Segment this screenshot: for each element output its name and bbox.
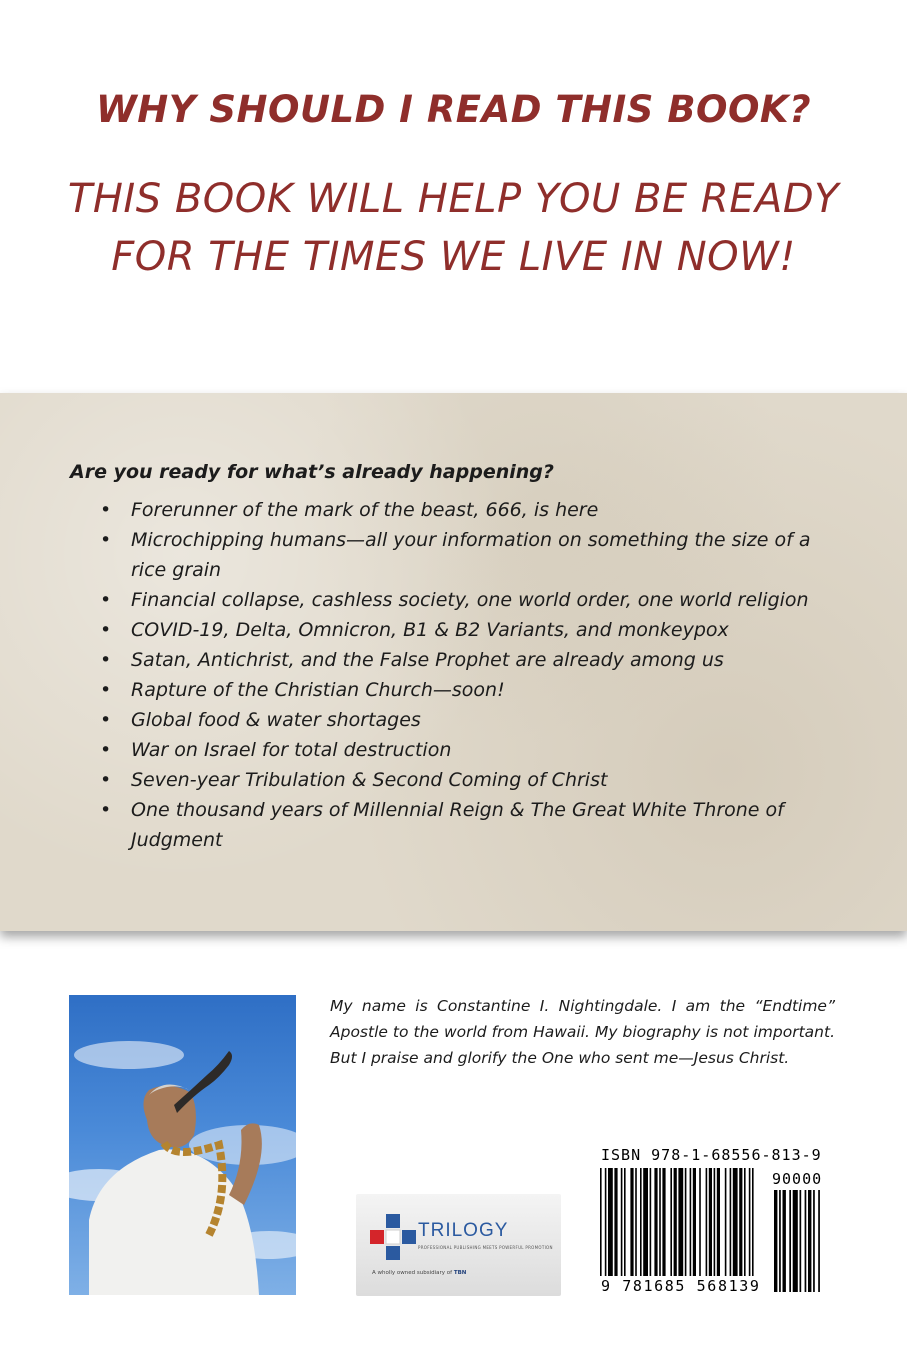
author-photo [69,995,296,1295]
publisher-subsidiary: A wholly owned subsidiary of TBN [372,1270,467,1276]
bullet-icon: • [100,799,112,821]
paper-panel [0,393,907,931]
trilogy-cross-icon [368,1212,418,1272]
bullet-icon: • [100,679,112,701]
list-item: • Seven-year Tribulation & Second Coming of Christ [100,765,830,795]
bullet-icon: • [100,529,112,551]
isbn-text: ISBN 978-1-68556-813-9 [601,1146,822,1164]
list-item: • Satan, Antichrist, and the False Prophet are already among us [100,645,830,675]
list-item: • Forerunner of the mark of the beast, 666, is here [100,495,830,525]
list-item: • Financial collapse, cashless society, one world order, one world religion [100,585,830,615]
list-item: • COVID-19, Delta, Omnicron, B1 & B2 Variants, and monkeypox [100,615,830,645]
signs-list [100,495,830,855]
barcode-bars [596,1144,852,1297]
bullet-icon: • [100,589,112,611]
list-item: • War on Israel for total destruction [100,735,830,765]
bullet-icon: • [100,619,112,641]
list-item: • Microchipping humans—all your information on something the size of a rice grain [100,525,830,585]
publisher-name: TRILOGY [418,1220,509,1241]
isbn-barcode [596,1144,852,1297]
tagline-line-2: FOR THE TIMES WE LIVE IN NOW! [111,234,796,280]
bullet-icon: • [100,649,112,671]
panel-question: Are you ready for what’s already happening? [70,461,554,483]
tbn-mark: TBN [453,1270,467,1276]
list-item: • Global food & water shortages [100,705,830,735]
author-bio: My name is Constantine I. Nightingdale. I am the “Endtime” Apostle to the world from Hawaii. My biography is not important. But I praise and glorify the One who sent me—Jesus Christ. [330,997,835,1067]
list-item: • Rapture of the Christian Church—soon! [100,675,830,705]
list-item: • One thousand years of Millennial Reign & The Great White Throne of Judgment [100,795,830,855]
why-read-heading: WHY SHOULD I READ THIS BOOK? [95,88,812,131]
ready-tagline [0,170,907,286]
price-code: 90000 [772,1170,823,1188]
ean-digits: 9 781685 568139 [601,1277,761,1295]
publisher-logo [356,1194,561,1296]
tagline-line-1: THIS BOOK WILL HELP YOU BE READY [67,176,840,222]
bullet-icon: • [100,499,112,521]
bullet-icon: • [100,709,112,731]
bullet-icon: • [100,739,112,761]
bullet-icon: • [100,769,112,791]
publisher-tagline: PROFESSIONAL PUBLISHING MEETS POWERFUL PROMOTION [418,1245,553,1250]
author-photo-illustration [69,995,296,1295]
